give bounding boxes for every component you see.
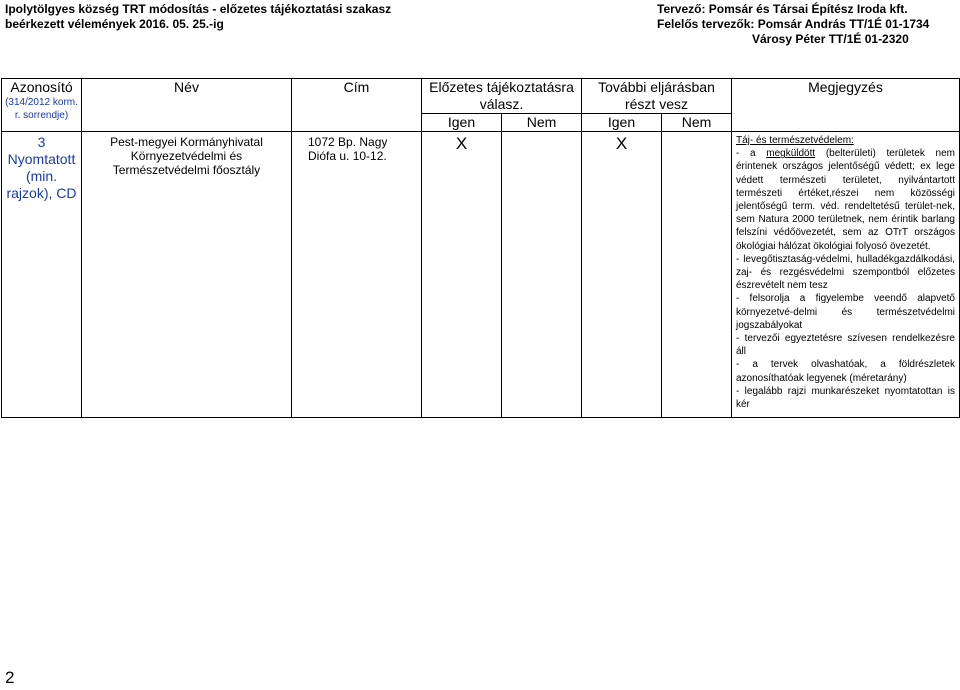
notes-title: Táj- és természetvédelem:	[736, 135, 854, 146]
row-further-no	[662, 132, 732, 418]
header-no-1: Nem	[502, 114, 582, 132]
header-title: Ipolytölgyes község TRT módosítás - előzetes tájékoztatási szakasz	[5, 2, 392, 16]
notes-p5: - a tervek olvashatóak, a földrészletek azonosíthatóak legyenek (méretarány)	[736, 359, 955, 384]
notes-p1: - a megküldött (belterületi) területek nem érintenek országos jelentőségű védett; ex lege védett természeti területet, nyilvántartott természeti értéket,részei nem közösségi jelentőségű term. véd. rendeltetésű terület-nek, sem Natura 2000 területnek, nem érintik barlang felszíni védőövezetét, sem az OTrT országos ökológiai hálózat ökológiai folyosó övezetét.	[736, 148, 955, 252]
row-further-yes: X	[582, 132, 662, 418]
header-responsible-2: Városy Péter TT/1É 01-2320	[752, 32, 909, 46]
header-yes-1: Igen	[422, 114, 502, 132]
row-id: 3 Nyomtatott (min. rajzok), CD	[2, 132, 82, 418]
opinions-table	[1, 78, 960, 418]
notes-p6: - legalább rajzi munkarészeket nyomtatottan is kér	[736, 385, 955, 411]
notes-p4: - tervezői egyeztetésre szívesen rendelkezésre áll	[736, 333, 955, 358]
header-responsible: Felelős tervezők: Pomsár András TT/1É 01-1734	[657, 17, 930, 31]
table-row	[2, 132, 960, 418]
header-right	[657, 2, 929, 47]
row-prelim-no	[502, 132, 582, 418]
row-prelim-yes: X	[422, 132, 502, 418]
header-further: További eljárásban részt vesz	[582, 79, 732, 114]
header-notes: Megjegyzés	[732, 79, 960, 132]
header-no-2: Nem	[662, 114, 732, 132]
row-name: Pest-megyei Kormányhivatal Környezetvédelmi és Természetvédelmi főosztály	[82, 132, 292, 418]
header-address: Cím	[292, 79, 422, 132]
header-prelim: Előzetes tájékoztatásra válasz.	[422, 79, 582, 114]
header-left	[5, 2, 391, 32]
notes-p3: - felsorolja a figyelembe veendő alapvető környezetvé-delmi és természetvédelmi jogszabályokat	[736, 293, 955, 331]
row-notes	[732, 132, 960, 418]
header-name: Név	[82, 79, 292, 132]
page-number: 2	[5, 668, 15, 687]
notes-p2: - levegőtisztaság-védelmi, hulladékgazdálkodási, zaj- és rezgésvédelmi szempontból előzetes észrevételt nem tesz	[736, 253, 955, 292]
row-address: 1072 Bp. Nagy Diófa u. 10-12.	[292, 132, 422, 418]
header-subtitle: beérkezett vélemények 2016. 05. 25.-ig	[5, 17, 224, 31]
header-designer: Tervező: Pomsár és Társai Építész Iroda kft.	[657, 2, 908, 16]
header-id: Azonosító (314/2012 korm. r. sorrendje)	[2, 79, 82, 132]
header-yes-2: Igen	[582, 114, 662, 132]
